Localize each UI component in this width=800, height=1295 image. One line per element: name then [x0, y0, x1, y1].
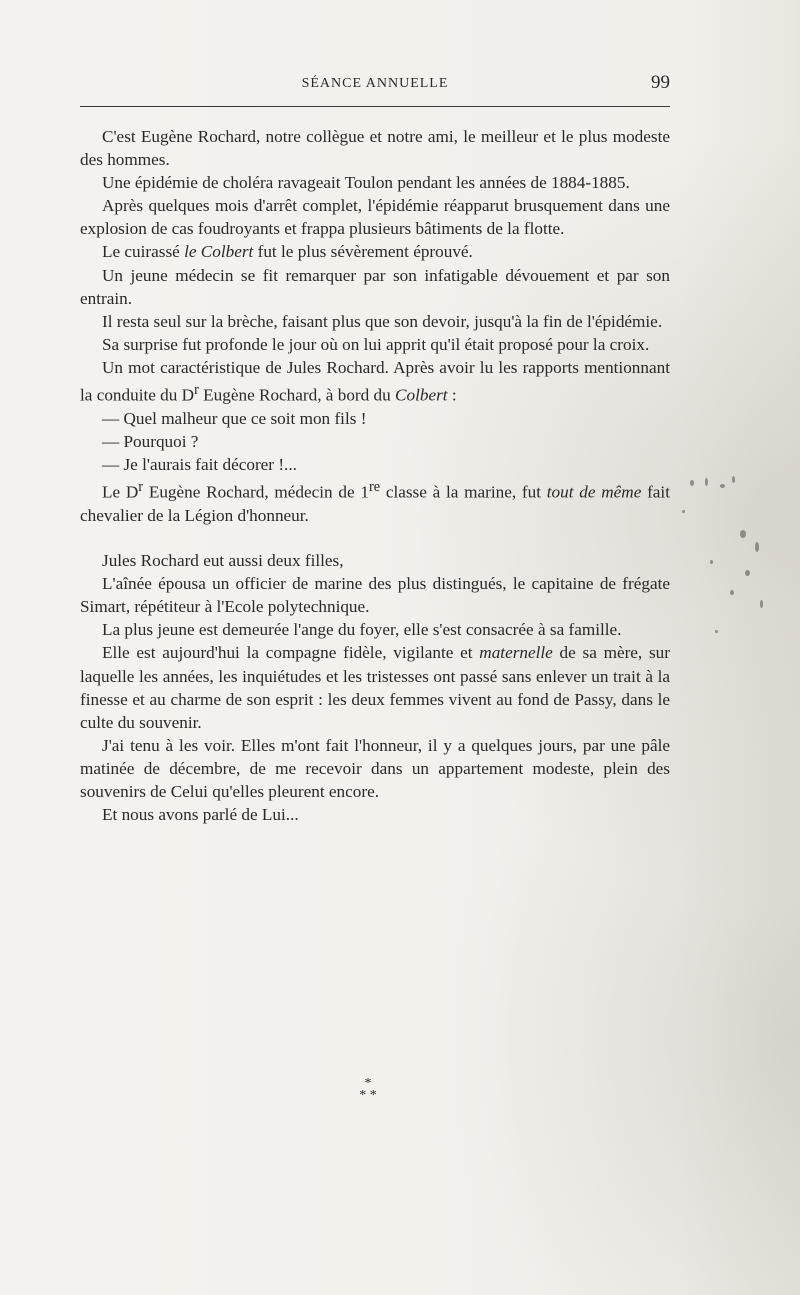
dialogue-line: — Quel malheur que ce soit mon fils !: [102, 408, 367, 428]
paragraph: Il resta seul sur la brèche, faisant plus que son devoir, jusqu'à la fin de l'épidémie.: [102, 311, 663, 331]
ship-name-italic: le Colbert: [184, 242, 254, 262]
paragraph: Sa surprise fut profonde le jour où on lui apprit qu'il était proposé pour la croix.: [102, 334, 650, 354]
paragraph: Et nous avons parlé de Lui...: [102, 805, 299, 825]
text-run: classe à la marine, fut: [380, 482, 547, 502]
superscript: r: [138, 479, 144, 496]
ink-show-through: [670, 470, 780, 660]
asterism-bottom: * *: [359, 1088, 377, 1103]
dialogue-line: — Je l'aurais fait décorer !...: [102, 455, 297, 475]
paragraph: C'est Eugène Rochard, notre collègue et notre ami, le meilleur et le plus modeste des hommes.: [80, 127, 670, 170]
superscript: r: [194, 382, 199, 399]
text-run: Elle est aujourd'hui la compagne fidèle, vigilante et: [102, 643, 480, 663]
paragraph: Après quelques mois d'arrêt complet, l'épidémie réapparut brusquement dans une explosion de cas foudroyants et frappa plusieurs bâtiments de la flotte.: [80, 196, 670, 239]
italic-word: maternelle: [479, 643, 553, 663]
paragraph: J'ai tenu à les voir. Elles m'ont fait l'honneur, il y a quelques jours, par une pâle matinée de décembre, de me recevoir dans un appartement modeste, plein des souvenirs de Celui qu'elles pleurent encore.: [80, 735, 670, 801]
paragraph: Jules Rochard eut aussi deux filles,: [102, 551, 344, 571]
asterism: [348, 1078, 388, 1102]
paragraph: L'aînée épousa un officier de marine des plus distingués, le capitaine de frégate Simart, répétiteur à l'Ecole polytechnique.: [80, 574, 670, 617]
body-text: [80, 125, 670, 826]
paragraph: [80, 356, 670, 407]
running-title: SÉANCE ANNUELLE: [301, 76, 449, 91]
italic-phrase: tout de même: [546, 482, 642, 502]
dialogue-line: — Pourquoi ?: [102, 431, 199, 451]
text-run: fait chevalier de la Légion d'honneur.: [80, 482, 670, 525]
page-number: 99: [651, 72, 670, 93]
paragraph: [80, 641, 670, 733]
text-run: Un mot caractéristique de Jules Rochard. Après avoir lu les rapports mentionnant la conduite du D: [80, 357, 670, 405]
text-run: Eugène Rochard, médecin de 1: [143, 482, 369, 502]
text-run: Le D: [102, 482, 139, 502]
text-run: Le cuirassé: [102, 242, 185, 262]
header-rule: [80, 106, 670, 107]
paragraph: La plus jeune est demeurée l'ange du foyer, elle s'est consacrée à sa famille.: [102, 620, 622, 640]
asterism-top: *: [364, 1076, 372, 1091]
paragraph: Un jeune médecin se fit remarquer par son infatigable dévouement et par son entrain.: [80, 265, 670, 308]
superscript: re: [368, 479, 381, 496]
text-run: de sa mère, sur laquelle les années, les inquiétudes et les tristesses ont passé sans enlever un trait à la finesse et au charme de son esprit : les deux femmes vivent au fond de Passy, dans le culte du souvenir.: [80, 643, 670, 732]
text-run: Eugène Rochard, à bord du: [198, 385, 396, 405]
text-run: :: [447, 385, 457, 405]
paragraph: Une épidémie de choléra ravageait Toulon pendant les années de 1884-1885.: [102, 173, 630, 193]
running-head: [80, 72, 670, 96]
paragraph: [80, 240, 670, 263]
paragraph: [80, 476, 670, 527]
ship-name-italic: Colbert: [395, 385, 448, 405]
text-run: fut le plus sévèrement éprouvé.: [253, 242, 473, 262]
